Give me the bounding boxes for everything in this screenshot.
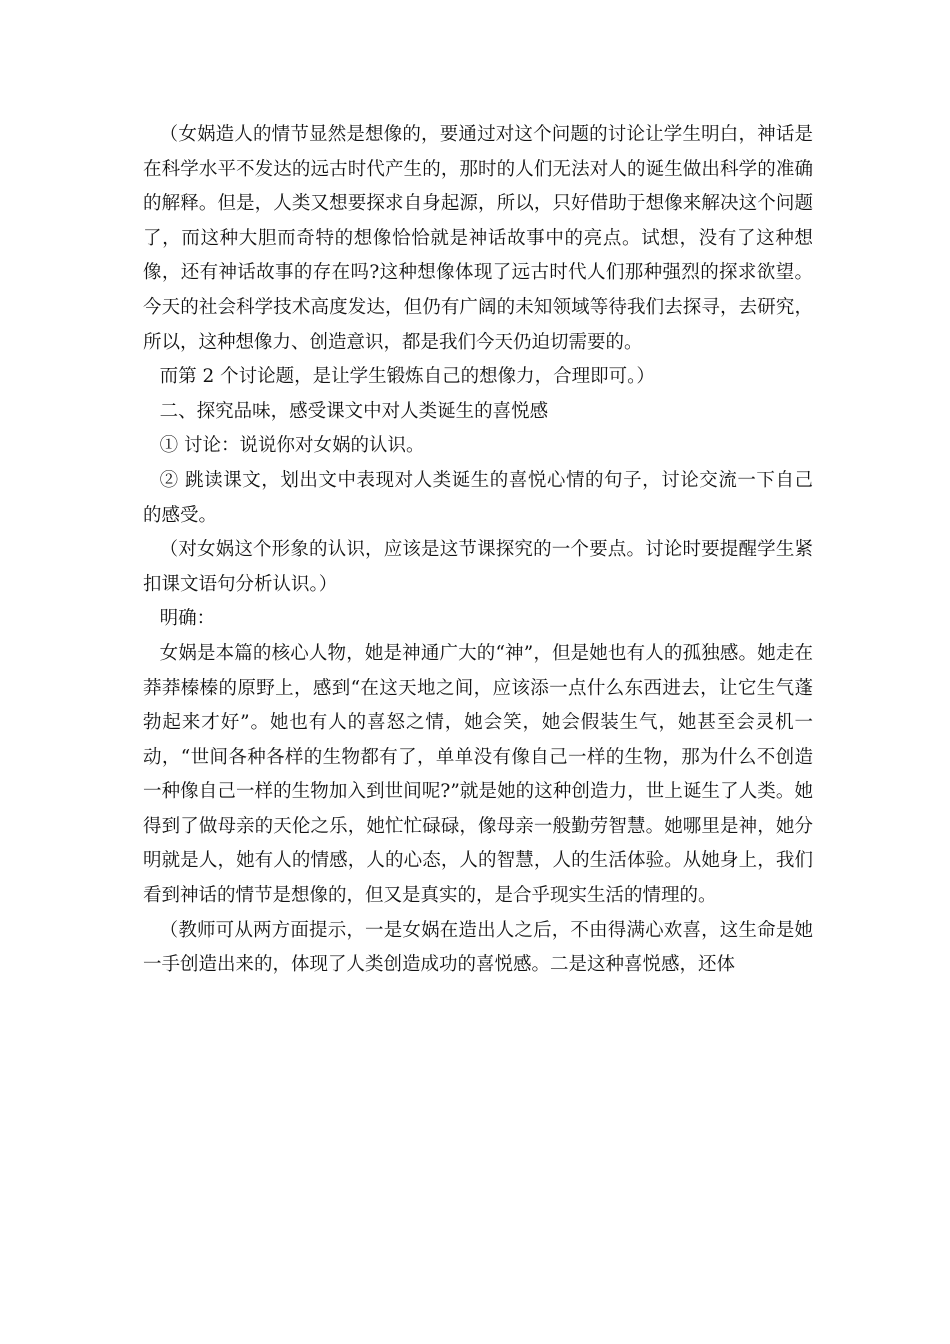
paragraph-nuwa-note: （对女娲这个形象的认识，应该是这节课探究的一个要点。讨论时要提醒学生紧扣课文语句分析认识。）	[143, 539, 813, 595]
paragraph-imagination-discussion: （女娲造人的情节显然是想像的，要通过对这个问题的讨论让学生明白，神话是在科学水平不发达的远古时代产生的，那时的人们无法对人的诞生做出科学的准确的解释。但是，人类又想要探求自身起源，所以，只好借助于想像来解决这个问题了，而这种大胆而奇特的想像恰恰就是神话故事中的亮点。试想，没有了这种想像，还有神话故事的存在吗?这种想像体现了远古时代人们那种强烈的探求欲望。今天的社会科学技术高度发达，但仍有广阔的未知领域等待我们去探寻，去研究，所以，这种想像力、创造意识，都是我们今天仍迫切需要的。	[143, 124, 813, 353]
paragraph-teacher-hint: （教师可从两方面提示，一是女娲在造出人之后，不由得满心欢喜，这生命是她一手创造出来的，体现了人类创造成功的喜悦感。二是这种喜悦感，还体	[143, 919, 813, 976]
label-clarify: 明确：	[159, 608, 216, 630]
list-item-discuss: ① 讨论：说说你对女娲的认识。	[159, 435, 425, 457]
paragraph-second-topic: 而第 2 个讨论题，是让学生锻炼自己的想像力，合理即可。）	[159, 366, 655, 388]
section-heading-explore: 二、探究品味，感受课文中对人类诞生的喜悦感	[159, 400, 549, 422]
paragraph-nuwa-character: 女娲是本篇的核心人物，她是神通广大的“神”，但是她也有人的孤独感。她走在莽莽榛榛的原野上，感到“在这天地之间，应该添一点什么东西进去，让它生气蓬勃起来才好”。她也有人的喜怒之情，她会笑，她会假装生气，她甚至会灵机一动，“世间各种各样的生物都有了，单单没有像自己一样的生物，那为什么不创造一种像自己一样的生物加入到世间呢?”就是她的这种创造力，世上诞生了人类。她得到了做母亲的天伦之乐，她忙忙碌碌，像母亲一般勤劳智慧。她哪里是神，她分明就是人，她有人的情感，人的心态，人的智慧，人的生活体验。从她身上，我们看到神话的情节是想像的，但又是真实的，是合乎现实生活的情理的。	[143, 642, 813, 907]
document-page	[143, 118, 813, 983]
list-item-skim-read: ② 跳读课文，划出文中表现对人类诞生的喜悦心情的句子，讨论交流一下自己的感受。	[143, 469, 813, 526]
